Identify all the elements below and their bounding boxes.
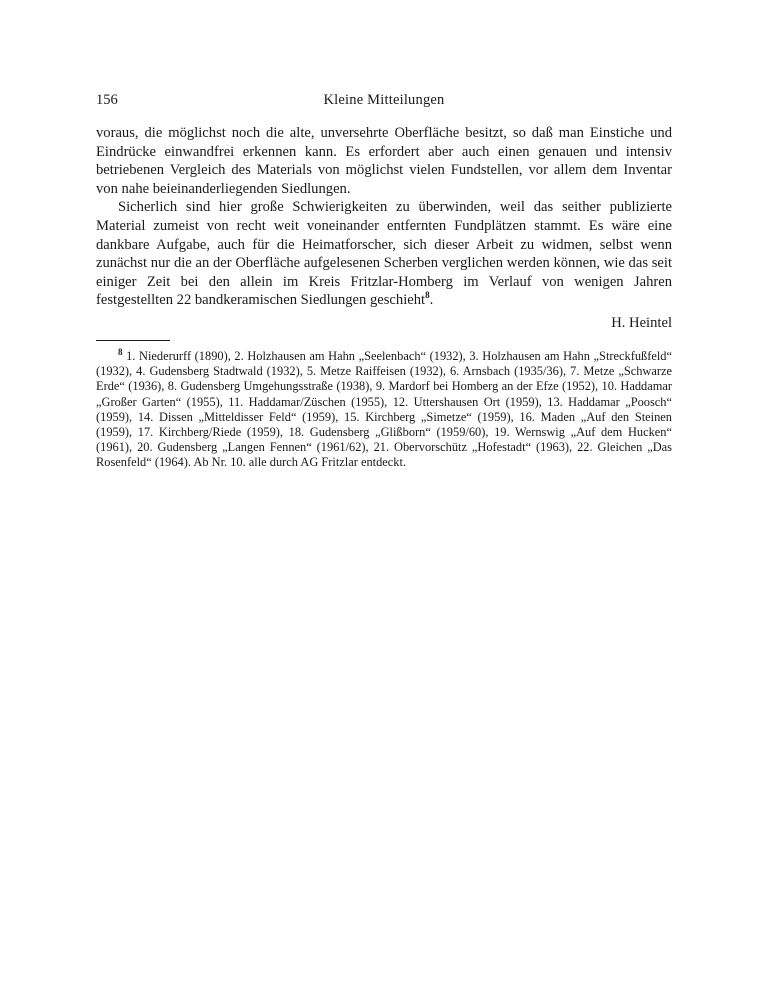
- body-text: [96, 124, 672, 310]
- running-title: Kleine Mitteilungen: [323, 92, 445, 108]
- footnote: [96, 346, 672, 471]
- footnote-marker: 8: [118, 346, 123, 357]
- paragraph-main: [96, 198, 672, 310]
- page-number: 156: [96, 92, 118, 108]
- paragraph-main-end: .: [429, 292, 434, 309]
- footnote-divider: [96, 340, 170, 341]
- footnote-text: 1. Niederurff (1890), 2. Holzhausen am Hahn „Seelenbach“ (1932), 3. Holzhausen am Hahn „Streckfußfeld“ (1932), 4. Gudensberg Stadtwald (1932), 5. Metze Raiffeisen (1932), 6. Arnsbach (1935/36), 7. Metze „Schwarze Erde“ (1936), 8. Gudensberg Umgehungsstraße (1938), 9. Mardorf bei Homberg an der Efze (1952), 10. Haddamar „Großer Garten“ (1955), 11. Haddamar/Züschen (1955), 12. Uttershausen Ort (1959), 13. Haddamar „Poosch“ (1959), 14. Dissen „Mitteldisser Feld“ (1959), 15. Kirchberg „Simetze“ (1959), 16. Maden „Auf den Steinen (1959), 17. Kirchberg/Riede (1959), 18. Gudensberg „Glißborn“ (1959/60), 19. Wernswig „Auf dem Hucken“ (1961), 20. Gudensberg „Langen Fennen“ (1961/62), 21. Obervorschütz „Hofestadt“ (1963), 22. Gleichen „Das Rosenfeld“ (1964). Ab Nr. 10. alle durch AG Fritzlar entdeckt.: [96, 348, 672, 470]
- paragraph-continuation: voraus, die möglichst noch die alte, unversehrte Oberfläche besitzt, so daß man Einstiche und Eindrücke einwandfrei erkennen kann. Es erfordert aber auch einen genauen und intensiv betriebenen Vergleich des Materials von möglichst vielen Fundstellen, vor allem dem Inventar von nahe beieinanderliegenden Siedlungen.: [96, 125, 672, 197]
- paragraph-main-text: Sicherlich sind hier große Schwierigkeiten zu überwinden, weil das seither publizierte Material zumeist von recht weit voneinander entfernten Fundplätzen stammt. Es wäre eine dankbare Aufgabe, auch für die Heimatforscher, sich dieser Arbeit zu widmen, selbst wenn zunächst nur die an der Oberfläche aufgelesenen Scherben verglichen werden können, wie das seit einiger Zeit bei den allein im Kreis Fritzlar-Homberg im Verlauf von wenigen Jahren festgestellten 22 bandkeramischen Siedlungen geschieht: [96, 199, 672, 309]
- document-page: [96, 88, 672, 471]
- author-signature: H. Heintel: [611, 314, 672, 331]
- footnote-reference: 8: [425, 290, 430, 301]
- running-head: [96, 88, 672, 112]
